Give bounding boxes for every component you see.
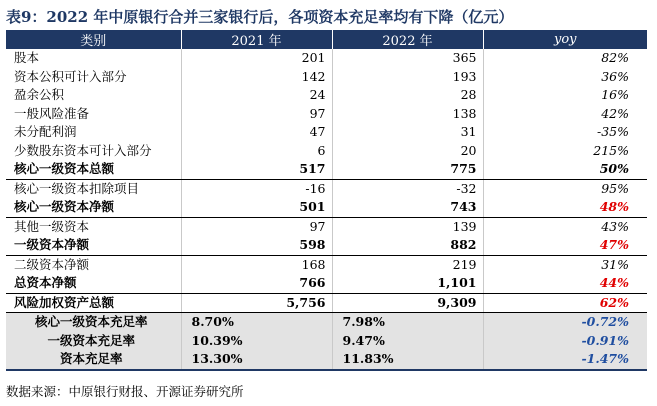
row-label: 少数股东资本可计入部分 xyxy=(14,142,152,158)
ratio-2021: 8.70% xyxy=(181,313,332,332)
value-2021: 6 xyxy=(181,142,332,161)
value-yoy: 36% xyxy=(483,68,647,87)
value-2021: -16 xyxy=(181,179,332,198)
value-2021: 598 xyxy=(181,236,332,255)
table-row xyxy=(6,123,647,142)
value-2021: 142 xyxy=(181,68,332,87)
ratio-row xyxy=(6,350,647,370)
value-2021: 201 xyxy=(181,49,332,68)
value-2022: 9,309 xyxy=(332,293,483,313)
value-2022: 138 xyxy=(332,105,483,124)
value-yoy: 31% xyxy=(483,255,647,274)
value-2021: 517 xyxy=(181,160,332,179)
row-label: 二级资本净额 xyxy=(14,256,90,272)
row-label: 未分配利润 xyxy=(14,124,77,140)
table-row xyxy=(6,217,647,236)
capital-adequacy-table xyxy=(6,30,647,371)
table-row xyxy=(6,179,647,198)
row-label: 核心一级资本扣除项目 xyxy=(14,180,140,196)
table-row xyxy=(6,86,647,105)
ratio-label: 资本充足率 xyxy=(6,350,181,370)
value-2022: 882 xyxy=(332,236,483,255)
value-2022: 775 xyxy=(332,160,483,179)
table-row xyxy=(6,105,647,124)
value-yoy: 82% xyxy=(483,49,647,68)
row-label: 一般风险准备 xyxy=(14,105,90,121)
ratio-2022: 7.98% xyxy=(332,313,483,332)
ratio-yoy: -0.72% xyxy=(483,313,647,332)
value-2021: 97 xyxy=(181,105,332,124)
row-label: 资本公积可计入部分 xyxy=(14,68,127,84)
header-yoy: yoy xyxy=(483,30,647,49)
ratio-label: 一级资本充足率 xyxy=(6,332,181,351)
data-source-note: 数据来源：中原银行财报、开源证券研究所 xyxy=(6,384,244,399)
value-2021: 168 xyxy=(181,255,332,274)
value-2021: 5,756 xyxy=(181,293,332,313)
table-row xyxy=(6,68,647,87)
ratio-2022: 11.83% xyxy=(332,350,483,370)
header-2022: 2022 年 xyxy=(332,30,483,49)
table-row xyxy=(6,142,647,161)
value-yoy: 95% xyxy=(483,179,647,198)
value-2021: 97 xyxy=(181,217,332,236)
row-label: 其他一级资本 xyxy=(14,218,90,234)
value-2021: 47 xyxy=(181,123,332,142)
value-yoy-highlight: 44% xyxy=(483,274,647,293)
ratio-row xyxy=(6,332,647,351)
value-2022: 193 xyxy=(332,68,483,87)
table-row-subtotal xyxy=(6,274,647,293)
value-yoy: 50% xyxy=(483,160,647,179)
table-row-subtotal xyxy=(6,293,647,313)
ratio-row xyxy=(6,313,647,332)
value-yoy: 42% xyxy=(483,105,647,124)
value-yoy: 16% xyxy=(483,86,647,105)
value-2021: 766 xyxy=(181,274,332,293)
ratio-2021: 13.30% xyxy=(181,350,332,370)
value-2021: 501 xyxy=(181,198,332,217)
ratio-yoy: -1.47% xyxy=(483,350,647,370)
value-yoy-highlight: 47% xyxy=(483,236,647,255)
value-2022: 139 xyxy=(332,217,483,236)
table-row-subtotal xyxy=(6,160,647,179)
ratio-yoy: -0.91% xyxy=(483,332,647,351)
value-yoy: 43% xyxy=(483,217,647,236)
table-header-row xyxy=(6,30,647,49)
value-2022: 219 xyxy=(332,255,483,274)
value-yoy-highlight: 62% xyxy=(483,293,647,313)
value-2022: 365 xyxy=(332,49,483,68)
table-row-subtotal xyxy=(6,236,647,255)
table-row xyxy=(6,49,647,68)
table-row-subtotal xyxy=(6,198,647,217)
row-label: 核心一级资本净额 xyxy=(6,198,181,217)
value-2022: 20 xyxy=(332,142,483,161)
row-label: 总资本净额 xyxy=(6,274,181,293)
value-yoy: 215% xyxy=(483,142,647,161)
ratio-2022: 9.47% xyxy=(332,332,483,351)
value-yoy: -35% xyxy=(483,123,647,142)
value-2022: -32 xyxy=(332,179,483,198)
ratio-label: 核心一级资本充足率 xyxy=(6,313,181,332)
row-label: 股本 xyxy=(14,50,40,66)
value-2022: 1,101 xyxy=(332,274,483,293)
row-label: 核心一级资本总额 xyxy=(6,160,181,179)
value-2022: 28 xyxy=(332,86,483,105)
header-category: 类别 xyxy=(6,30,181,49)
table-row xyxy=(6,255,647,274)
row-label: 盈余公积 xyxy=(14,87,65,103)
row-label: 一级资本净额 xyxy=(6,236,181,255)
ratio-2021: 10.39% xyxy=(181,332,332,351)
value-2022: 743 xyxy=(332,198,483,217)
row-label: 风险加权资产总额 xyxy=(6,293,181,313)
value-2021: 24 xyxy=(181,86,332,105)
table-title: 表9：2022 年中原银行合并三家银行后，各项资本充足率均有下降（亿元） xyxy=(6,8,514,26)
header-2021: 2021 年 xyxy=(181,30,332,49)
value-yoy-highlight: 48% xyxy=(483,198,647,217)
value-2022: 31 xyxy=(332,123,483,142)
